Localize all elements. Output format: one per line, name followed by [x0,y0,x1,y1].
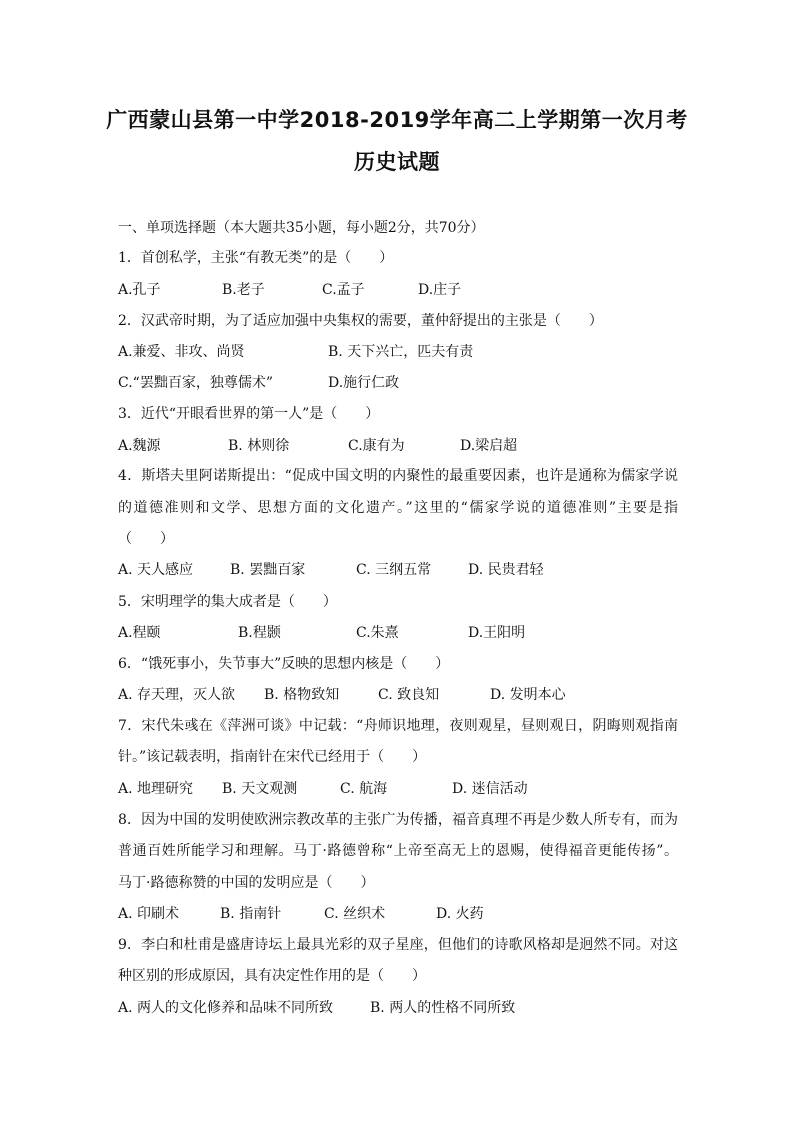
option-row [118,686,566,704]
option-a: A. 天人感应 [118,562,194,578]
option-row [118,999,515,1017]
option-row [118,780,528,798]
question-stem: 6．“饿死事小，失节事大”反映的思想内核是（ ） [118,656,450,672]
option-b: B.老子 [222,282,265,298]
option-b: B. 天文观测 [222,781,298,797]
question-stem: 2．汉武帝时期，为了适应加强中央集权的需要，董仲舒提出的主张是（ ） [118,313,603,329]
question-stem: 8．因为中国的发明使欧洲宗教改革的主张广为传播，福音真理不再是少数人所专有，而为 [118,812,678,828]
option-row [118,343,473,361]
option-d: D. 民贵君轻 [468,562,544,578]
option-a: A.程颐 [118,625,161,641]
question-stem: 9．李白和杜甫是盛唐诗坛上最具光彩的双子星座，但他们的诗歌风格却是迥然不同。对这 [118,937,678,953]
question-stem: 4．斯塔夫里阿诺斯提出：“促成中国文明的内聚性的最重要因素，也许是通称为儒家学说 [118,468,678,484]
option-c: C. 致良知 [378,687,440,703]
question-stem: 7．宋代朱彧在《萍洲可谈》中记载：“舟师识地理，夜则观星，昼则观日，阴晦则观指南 [118,718,678,734]
option-c: C.康有为 [348,438,405,454]
option-row [118,561,544,579]
option-b: B.程颢 [238,625,281,641]
document-subtitle: 历史试题 [354,150,440,174]
option-a: A.孔子 [118,282,161,298]
option-a: A. 印刷术 [118,906,180,922]
option-a: A.魏源 [118,438,161,454]
option-d: D.施行仁政 [328,375,400,391]
option-b: B. 林则徐 [228,438,290,454]
question-stem: 5．宋明理学的集大成者是（ ） [118,594,337,610]
option-a: A.兼爱、非攻、尚贤 [118,344,245,360]
option-b: B. 罢黜百家 [230,562,306,578]
option-a: A. 两人的文化修养和品味不同所致 [118,1000,334,1016]
question-stem: 1．首创私学，主张“有教无类”的是（ ） [118,250,394,266]
document-title: 广西蒙山县第一中学2018-2019学年高二上学期第一次月考 [106,108,688,132]
question-stem: 马丁·路德称赞的中国的发明应是（ ） [118,875,375,891]
option-c: C. 航海 [340,781,388,797]
option-d: D. 迷信活动 [452,781,528,797]
option-d: D. 发明本心 [490,687,566,703]
section-heading: 一、单项选择题（本大题共35小题，每小题2分，共70分） [118,220,485,236]
option-d: D.庄子 [418,282,462,298]
question-stem: 普通百姓所能学习和理解。马丁·路德曾称“上帝至高无上的恩赐，使得福音更能传扬”。 [118,843,678,859]
question-stem: 种区别的形成原因，具有决定性作用的是（ ） [118,968,426,984]
option-a: A. 地理研究 [118,781,194,797]
question-stem: 的道德准则和文学、思想方面的文化遗产。”这里的“儒家学说的道德准则”主要是指 [118,500,678,516]
question-stem: 3．近代“开眼看世界的第一人”是（ ） [118,406,380,422]
option-c: C. 丝织术 [324,906,386,922]
option-c: C.朱熹 [356,625,399,641]
option-d: D.王阳明 [468,625,526,641]
question-stem: （ ） [118,531,174,547]
question-stem: 针。”该记载表明，指南针在宋代已经用于（ ） [118,749,427,765]
option-d: D. 火药 [436,906,484,922]
option-row [118,437,517,455]
option-b: B. 指南针 [220,906,282,922]
option-c: C.“罢黜百家，独尊儒术” [118,375,273,391]
option-row [118,281,461,299]
option-c: C. 三纲五常 [356,562,432,578]
option-b: B. 格物致知 [264,687,340,703]
option-c: C.孟子 [322,282,365,298]
option-row [118,905,484,923]
option-b: B. 两人的性格不同所致 [370,1000,516,1016]
option-row [118,374,399,392]
option-d: D.梁启超 [460,438,518,454]
option-a: A. 存天理，灭人欲 [118,687,236,703]
option-row [118,624,525,642]
option-b: B. 天下兴亡，匹夫有责 [328,344,474,360]
